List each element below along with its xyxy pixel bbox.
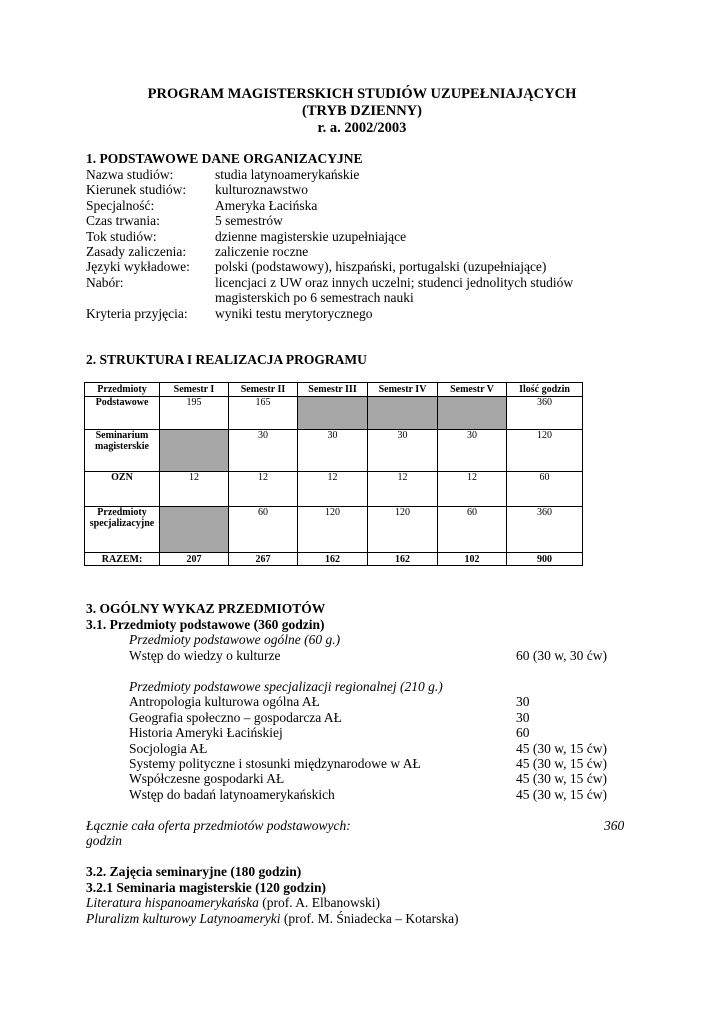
table-header-row [85, 383, 583, 397]
seminar-lecturer: (prof. A. Elbanowski) [262, 895, 380, 910]
field-value: zaliczenie roczne [215, 244, 309, 259]
row-label: Przedmioty specjalizacyjne [85, 507, 160, 553]
course-hours: 45 (30 w, 15 ćw) [516, 741, 607, 756]
document-title-line-2: (TRYB DZIENNY) [302, 103, 422, 119]
shaded-cell [298, 397, 368, 430]
group-title: Przedmioty podstawowe specjalizacji regionalnej (210 g.) [129, 679, 443, 694]
table-cell: 12 [160, 472, 229, 507]
table-cell: 120 [298, 507, 368, 553]
column-header: Przedmioty [85, 383, 160, 397]
table-cell: 360 [507, 507, 583, 553]
table-row [85, 507, 583, 553]
table-cell: 162 [368, 553, 438, 566]
field-label: Nazwa studiów: [86, 167, 174, 182]
field-label: Języki wykładowe: [86, 259, 190, 274]
row-label: Podstawowe [85, 397, 160, 430]
seminar-entry [86, 895, 380, 911]
column-header: Semestr I [160, 383, 229, 397]
field-label: Nabór: [86, 275, 124, 290]
course-hours: 30 [516, 710, 530, 725]
subsection-3-1-heading: 3.1. Przedmioty podstawowe (360 godzin) [86, 617, 325, 632]
table-cell: 60 [507, 472, 583, 507]
table-row [85, 472, 583, 507]
table-cell: 165 [229, 397, 298, 430]
row-label: Seminarium magisterskie [85, 430, 160, 472]
course-name: Wstęp do wiedzy o kulturze [129, 648, 281, 663]
table-cell: 120 [507, 430, 583, 472]
field-value: kulturoznawstwo [215, 182, 308, 197]
field-value: polski (podstawowy), hiszpański, portugalski (uzupełniające) [215, 259, 547, 274]
section-1-heading: 1. PODSTAWOWE DANE ORGANIZACYJNE [86, 151, 363, 166]
table-cell: 900 [507, 553, 583, 566]
section-2-heading: 2. STRUKTURA I REALIZACJA PROGRAMU [86, 352, 367, 367]
total-label: Łącznie cała oferta przedmiotów podstawowych: [86, 818, 351, 833]
subsection-3-2-1-heading: 3.2.1 Seminaria magisterskie (120 godzin) [86, 880, 326, 895]
field-value: licencjaci z UW oraz innych uczelni; studenci jednolitych studiów [215, 275, 574, 290]
section-3-heading: 3. OGÓLNY WYKAZ PRZEDMIOTÓW [86, 601, 326, 616]
seminar-title: Pluralizm kulturowy Latynoameryki [86, 911, 281, 926]
field-value: 5 semestrów [215, 213, 283, 228]
total-label-continued: godzin [86, 833, 123, 848]
column-header: Semestr III [298, 383, 368, 397]
column-header: Semestr V [438, 383, 507, 397]
table-cell: 12 [229, 472, 298, 507]
course-name: Socjologia AŁ [129, 741, 208, 756]
course-name: Geografia społeczno – gospodarcza AŁ [129, 710, 342, 725]
table-cell: 30 [298, 430, 368, 472]
table-cell: 195 [160, 397, 229, 430]
course-hours: 60 [516, 725, 530, 740]
field-label: Tok studiów: [86, 229, 157, 244]
total-value: 360 [604, 818, 625, 833]
shaded-cell [160, 430, 229, 472]
field-label: Kierunek studiów: [86, 182, 187, 197]
course-hours: 45 (30 w, 15 ćw) [516, 771, 607, 786]
course-hours: 60 (30 w, 30 ćw) [516, 648, 607, 663]
field-value: wyniki testu merytorycznego [215, 306, 373, 321]
shaded-cell [160, 507, 229, 553]
table-cell: 207 [160, 553, 229, 566]
table-cell: 30 [438, 430, 507, 472]
field-value: studia latynoamerykańskie [215, 167, 360, 182]
document-title-line-1: PROGRAM MAGISTERSKICH STUDIÓW UZUPEŁNIAJĄCYCH [147, 86, 577, 102]
field-label: Specjalność: [86, 198, 155, 213]
field-value: Ameryka Łacińska [215, 198, 318, 213]
field-label: Kryteria przyjęcia: [86, 306, 188, 321]
document-title-line-3: r. a. 2002/2003 [317, 120, 407, 136]
subsection-3-2-heading: 3.2. Zajęcia seminaryjne (180 godzin) [86, 864, 302, 879]
table-row [85, 430, 583, 472]
course-hours: 30 [516, 694, 530, 709]
shaded-cell [438, 397, 507, 430]
seminar-lecturer: (prof. M. Śniadecka – Kotarska) [283, 911, 459, 926]
table-cell: 60 [438, 507, 507, 553]
field-value: dzienne magisterskie uzupełniające [215, 229, 407, 244]
table-cell: 12 [368, 472, 438, 507]
course-name: Współczesne gospodarki AŁ [129, 771, 285, 786]
seminar-title: Literatura hispanoamerykańska [86, 895, 259, 910]
table-cell: 12 [438, 472, 507, 507]
course-name: Systemy polityczne i stosunki międzynarodowe w AŁ [129, 756, 421, 771]
column-header: Semestr IV [368, 383, 438, 397]
course-hours: 45 (30 w, 15 ćw) [516, 787, 607, 802]
table-cell: 162 [298, 553, 368, 566]
row-label: OZN [85, 472, 160, 507]
column-header: Ilość godzin [507, 383, 583, 397]
program-structure-table [84, 382, 583, 566]
table-cell: 30 [368, 430, 438, 472]
row-label: RAZEM: [85, 553, 160, 566]
shaded-cell [368, 397, 438, 430]
table-cell: 12 [298, 472, 368, 507]
group-title: Przedmioty podstawowe ogólne (60 g.) [129, 632, 341, 647]
seminar-entry [86, 911, 459, 927]
table-row [85, 397, 583, 430]
table-cell: 120 [368, 507, 438, 553]
course-name: Historia Ameryki Łacińskiej [129, 725, 283, 740]
field-label: Zasady zaliczenia: [86, 244, 187, 259]
course-name: Wstęp do badań latynoamerykańskich [129, 787, 335, 802]
field-label: Czas trwania: [86, 213, 160, 228]
column-header: Semestr II [229, 383, 298, 397]
table-cell: 102 [438, 553, 507, 566]
course-hours: 45 (30 w, 15 ćw) [516, 756, 607, 771]
table-cell: 60 [229, 507, 298, 553]
table-cell: 267 [229, 553, 298, 566]
table-cell: 360 [507, 397, 583, 430]
table-total-row [85, 553, 583, 566]
field-value-continued: magisterskich po 6 semestrach nauki [215, 290, 414, 305]
table-cell: 30 [229, 430, 298, 472]
course-name: Antropologia kulturowa ogólna AŁ [129, 694, 320, 709]
